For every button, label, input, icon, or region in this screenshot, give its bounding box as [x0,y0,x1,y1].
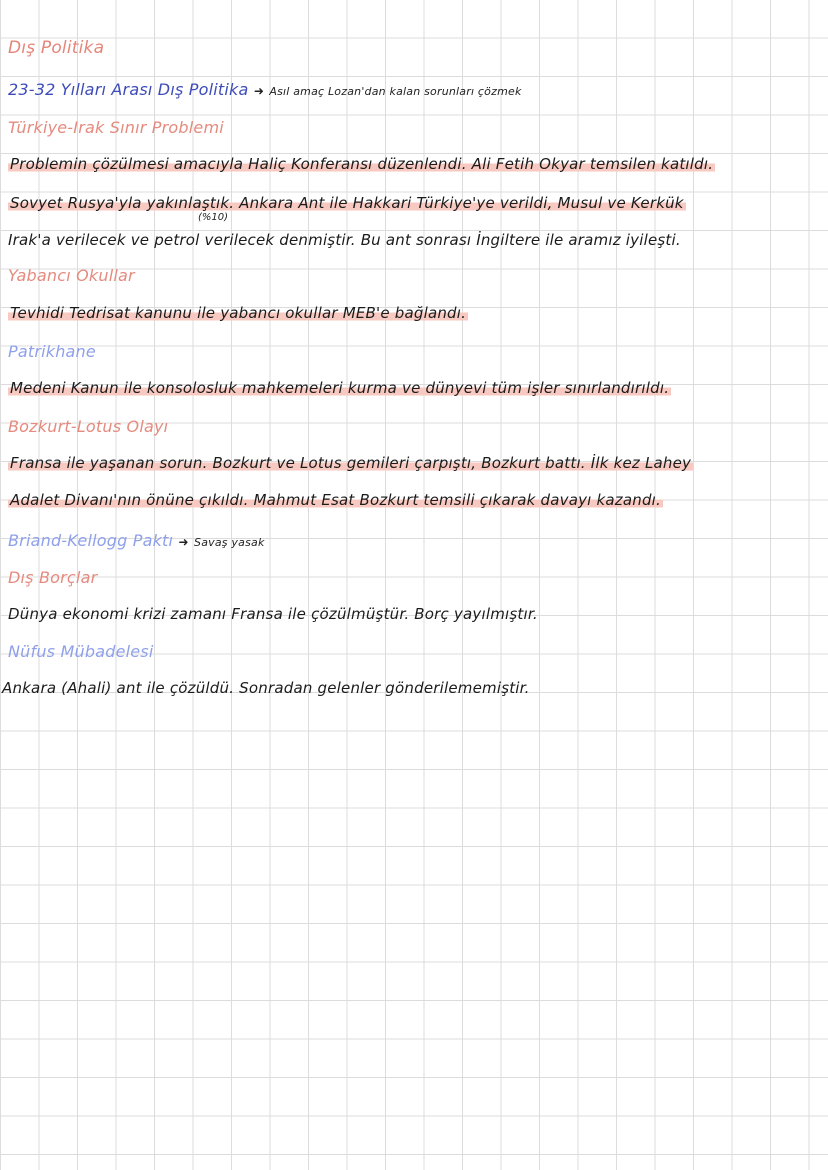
period-heading-row [8,80,522,99]
section-heading-yabanci-okullar: Yabancı Okullar [8,266,135,285]
section-text-line: Ankara (Ahali) ant ile çözüldü. Sonradan gelenler gönderilememiştir. [2,679,530,697]
period-heading: 23-32 Yılları Arası Dış Politika [8,80,249,99]
briand-kellogg-note: Savaş yasak [194,536,265,549]
section-text-line: Irak'a verilecek ve petrol verilecek denmiştir. Bu ant sonrası İngiltere ile aramız iyileşti. [8,231,681,249]
section-text-line [8,304,468,322]
section-text-line [8,491,663,509]
arrow-right-icon: ➜ [178,535,189,549]
page-title: Dış Politika [8,38,105,58]
section-heading-bozkurt-lotus: Bozkurt-Lotus Olayı [8,417,169,436]
section-heading-irak: Türkiye-Irak Sınır Problemi [8,118,224,137]
arrow-right-icon: ➜ [253,84,265,98]
section-heading-patrikhane: Patrikhane [8,342,96,361]
highlighted-text: Medeni Kanun ile konsolosluk mahkemeleri kurma ve dünyevi tüm işler sınırlandırıldı. [10,379,670,397]
section-text-line [8,155,715,173]
highlighted-text: Fransa ile yaşanan sorun. Bozkurt ve Lotus gemileri çarpıştı, Bozkurt battı. İlk kez Lahey [10,454,692,472]
section-text-line [8,379,671,397]
section-text-line [8,194,686,212]
section-text-line: Dünya ekonomi krizi zamanı Fransa ile çözülmüştür. Borç yayılmıştır. [8,605,538,623]
section-heading-briand-kellogg: Briand-Kellogg Paktı [8,531,174,550]
section-heading-dis-borclar: Dış Borçlar [8,568,98,587]
highlighted-text: Tevhidi Tedrisat kanunu ile yabancı okullar MEB'e bağlandı. [10,304,467,322]
briand-kellogg-row [8,531,265,550]
section-text-line [8,454,693,472]
percent-annotation: (%10) [198,212,229,223]
highlighted-text: Problemin çözülmesi amacıyla Haliç Konferansı düzenlendi. Ali Fetih Okyar temsilen katıldı. [10,155,714,173]
period-note: Asıl amaç Lozan'dan kalan sorunları çözmek [269,85,522,98]
highlighted-text: Sovyet Rusya'yla yakınlaştık. Ankara Ant ile Hakkari Türkiye'ye verildi, Musul ve Kerkük [10,194,684,212]
highlighted-text: Adalet Divanı'nın önüne çıkıldı. Mahmut Esat Bozkurt temsili çıkarak davayı kazandı. [10,491,662,509]
section-heading-nufus-mubadelesi: Nüfus Mübadelesi [8,642,154,661]
